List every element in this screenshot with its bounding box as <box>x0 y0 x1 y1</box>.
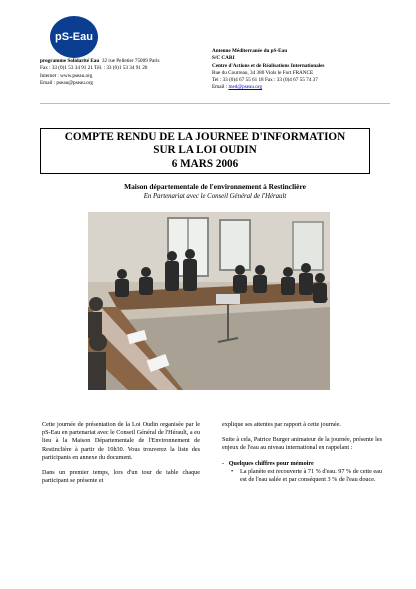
pseau-logo <box>50 16 98 58</box>
antenna-email-label: Email : <box>212 84 229 91</box>
antenna-address: Rue du Courreau, 34 380 Viols le Fort FRANCE <box>212 69 314 76</box>
org-address: 32 rue Pelletier 75009 Paris <box>101 58 160 64</box>
org-phone-fax: Fax : 33 (0)1 53 34 91 21 Tél. : 33 (0)1 53 34 91 20 <box>40 65 148 72</box>
body-column-right <box>222 421 382 484</box>
body-column-left <box>42 421 200 492</box>
meeting-photo <box>88 212 330 390</box>
bullet-heading <box>222 460 382 468</box>
meeting-photo-image <box>88 212 330 390</box>
body-paragraph: Dans un premier temps, lors d'un tour de table chaque participant se présente et <box>42 469 200 485</box>
header-left-address <box>40 58 210 87</box>
org-internet: Internet : www.pseau.org <box>40 72 93 79</box>
sub-bullet <box>231 467 382 484</box>
body-paragraph: explique ses attentes par rapport à cette journée. <box>222 421 341 428</box>
bullet-dot: • <box>231 467 234 475</box>
body-paragraph: Suite à cela, Patrice Burger animateur de la journée, présente les enjeux de l'eau au niveau international en rappelant : <box>222 436 382 452</box>
antenna-email-link[interactable]: med@pseau.org <box>228 84 263 91</box>
partner-line: En Partenariat avec le Conseil Général de l'Hérault <box>143 193 287 200</box>
sub-bullet-text: La planète est recouverte à 71 % d'eau. 97 % de cette eau est de l'eau salée et par conséquent 3 % de l'eau douce. <box>240 467 382 484</box>
header-divider <box>40 103 390 104</box>
title-line-2: SUR LA LOI OUDIN <box>153 144 257 157</box>
body-paragraph: Cette journée de présentation de la Loi Oudin organisée par le pS-Eau en partenariat avec le Conseil Général de l'Hérault, a eu lieu à la Maison Départementale de l'Environnement de Restinclière à partir de 10h30. Vous trouverez la liste des participants en annexe du document. <box>42 421 200 461</box>
sc-cari: S/C CARI <box>212 55 235 62</box>
document-title-box <box>40 128 370 174</box>
antenna-name: Antenne Méditerranée du pS-Eau <box>212 48 288 54</box>
org-name: programme Solidarité Eau <box>40 58 100 64</box>
centre-name: Centre d'Actions et de Réalisations Internationales <box>212 62 325 69</box>
title-line-3: 6 MARS 2006 <box>171 157 239 170</box>
venue-subtitle: Maison départementale de l'environnement à Restinclière <box>124 182 306 191</box>
header-right-address <box>212 48 402 92</box>
bullet-heading-text: Quelques chiffres pour mémoire <box>228 459 314 467</box>
dash-marker: - <box>222 459 225 467</box>
org-email: Email : pseau@pseau.org <box>40 79 93 86</box>
title-line-1: COMPTE RENDU DE LA JOURNEE D'INFORMATION <box>64 130 346 143</box>
antenna-phone-fax: Tel : 33 (0)4 67 55 61 18 Fax : 33 (0)4 67 55 74 37 <box>212 77 318 84</box>
logo-text: pS-Eau <box>55 31 93 43</box>
